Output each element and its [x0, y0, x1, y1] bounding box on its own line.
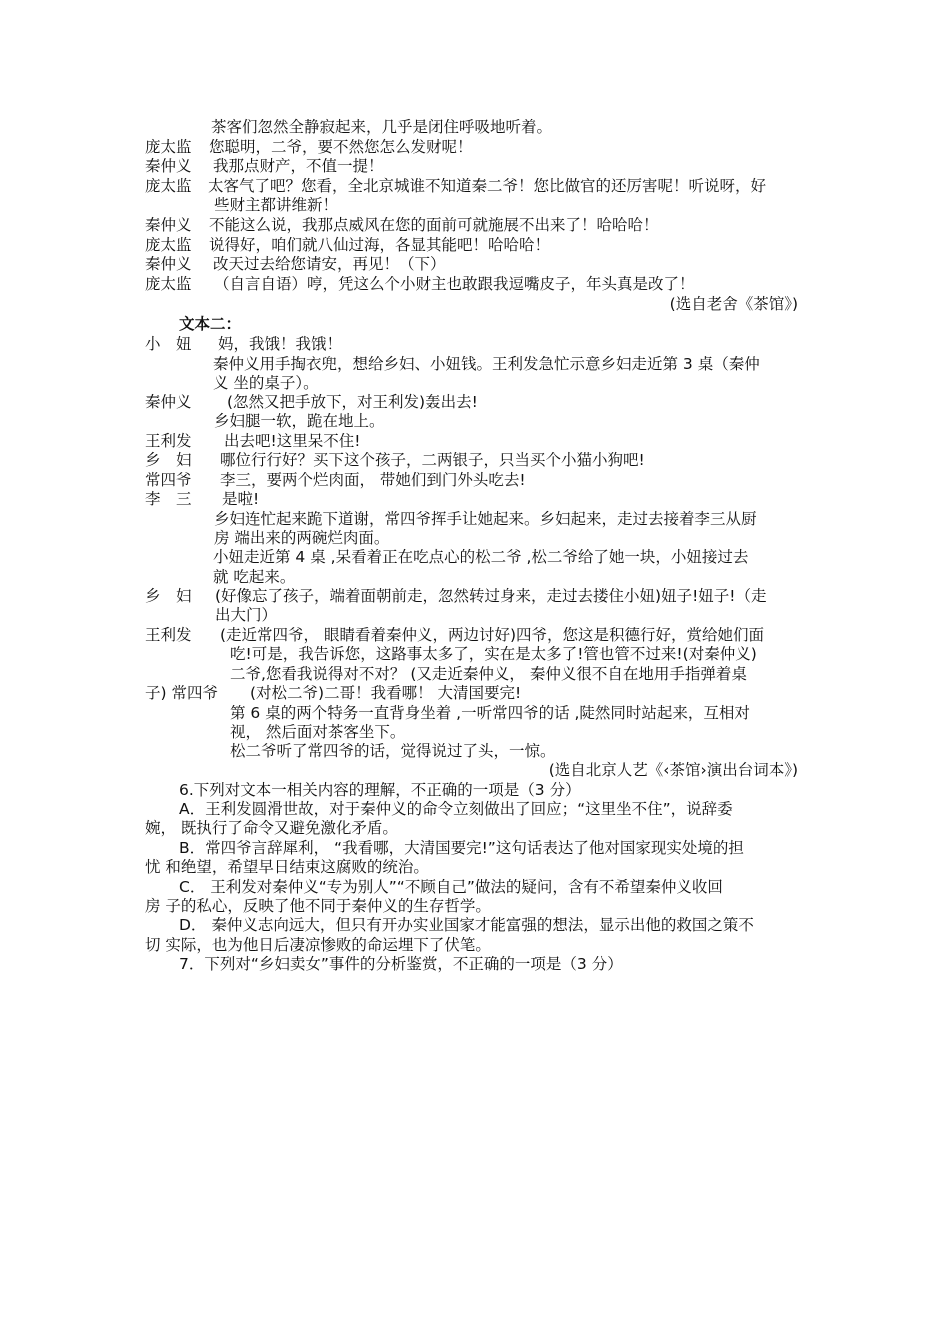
dialogue-line: (走近常四爷， 眼睛看着秦仲义，两边讨好)四爷，您这是积德行好，赏给她们面: [220, 626, 765, 644]
option-b: B．常四爷言辞犀利， “我看哪，大清国要完!”这句话表达了他对国家现实处境的担: [179, 839, 744, 857]
option-d: D． 秦仲义志向远大，但只有开办实业国家才能富强的想法，显示出他的救国之策不: [179, 916, 754, 934]
speaker: 常四爷: [145, 471, 192, 489]
speaker: 秦仲义: [145, 216, 192, 234]
dialogue-line-cont: 二爷,您看我说得对不对？ (又走近秦仲义， 秦仲义很不自在地用手指弹着桌: [230, 665, 747, 683]
speaker: 秦仲义: [145, 393, 192, 411]
dialogue-line-cont: 出大门）: [215, 606, 278, 624]
stage-direction: 乡妇腿一软，跪在地上。: [214, 412, 385, 430]
speaker: 小 妞: [145, 335, 192, 353]
stage-direction: 松二爷听了常四爷的话，觉得说过了头，一惊。: [230, 742, 556, 760]
stage-direction: 茶客们忽然全静寂起来，几乎是闭住呼吸地听着。: [211, 118, 553, 136]
stage-direction: 秦仲义用手掏衣兜，想给乡妇、小妞钱。王利发急忙示意乡妇走近第 3 桌（秦仲: [213, 355, 760, 373]
option-c: C． 王利发对秦仲义“专为别人”“不顾自己”做法的疑问，含有不希望秦仲义收回: [179, 878, 723, 896]
dialogue-line: 太客气了吧？您看，全北京城谁不知道秦二爷！您比做官的还厉害呢！听说呀，好: [208, 177, 767, 195]
source-citation: (选自老舍《茶馆》): [669, 295, 798, 313]
dialogue-line: 哪位行行好？买下这个孩子，二两银子，只当买个小猫小狗吧!: [220, 451, 645, 469]
speaker: 李 三: [145, 490, 192, 508]
speaker: 秦仲义: [145, 157, 192, 175]
dialogue-line: 妈，我饿！我饿！: [218, 335, 343, 353]
option-a-cont: 婉， 既执行了命令又避免激化矛盾。: [145, 819, 398, 837]
stage-direction: 第 6 桌的两个特务一直背身坐着 ,一听常四爷的话 ,陡然同时站起来，互相对: [230, 704, 750, 722]
speaker: 乡 妇: [145, 587, 192, 605]
dialogue-line: 是啦!: [222, 490, 260, 508]
speaker: 庞太监: [145, 177, 192, 195]
speaker: 王利发: [145, 432, 192, 450]
dialogue-line: 说得好，咱们就八仙过海，各显其能吧！哈哈哈！: [209, 236, 551, 254]
dialogue-line: 李三，要两个烂肉面， 带她们到门外头吃去!: [220, 471, 526, 489]
dialogue-line: (好像忘了孩子，端着面朝前走，忽然转过身来，走过去搂住小妞)妞子!妞子!（走: [215, 587, 767, 605]
stage-direction-cont: 房 端出来的两碗烂肉面。: [214, 529, 390, 547]
speaker: 庞太监: [145, 236, 192, 254]
speaker: 庞太监: [145, 138, 192, 156]
stage-direction-cont: 义 坐的桌子）。: [213, 374, 319, 392]
option-c-cont: 房 子的私心，反映了他不同于秦仲义的生存哲学。: [145, 897, 491, 915]
dialogue-line-cont: 些财主都讲维新！: [214, 196, 339, 214]
dialogue-line: 我那点财产，不值一提！: [213, 157, 384, 175]
dialogue-line: (对松二爷)二哥！我看哪！ 大清国要完!: [250, 684, 522, 702]
question-stem: 7．下列对“乡妇卖女”事件的分析鉴赏，不正确的一项是（3 分）: [179, 955, 623, 973]
option-b-cont: 忧 和绝望，希望早日结束这腐败的统治。: [145, 858, 429, 876]
dialogue-line-cont: 吃!可是，我告诉您，这路事太多了，实在是太多了!管也管不过来!(对秦仲义): [230, 645, 757, 663]
speaker: 秦仲义: [145, 255, 192, 273]
stage-direction: 小妞走近第 4 桌 ,呆看着正在吃点心的松二爷 ,松二爷给了她一块，小妞接过去: [213, 548, 749, 566]
speaker: 乡 妇: [145, 451, 192, 469]
section-heading: 文本二：: [179, 315, 242, 333]
dialogue-line: 改天过去给您请安，再见！（下）: [213, 255, 446, 273]
question-stem: 6.下列对文本一相关内容的理解，不正确的一项是（3 分）: [179, 781, 581, 799]
stage-direction-cont: 视， 然后面对茶客坐下。: [230, 723, 406, 741]
dialogue-line: 您聪明，二爷，要不然您怎么发财呢！: [209, 138, 473, 156]
stage-direction-cont: 就 吃起来。: [213, 568, 296, 586]
stage-direction: 乡妇连忙起来跪下道谢，常四爷挥手让她起来。乡妇起来，走过去接着李三从厨: [214, 510, 757, 528]
speaker: 王利发: [145, 626, 192, 644]
option-d-cont: 切 实际，也为他日后凄凉惨败的命运埋下了伏笔。: [145, 936, 491, 954]
dialogue-line: （自言自语）哼，凭这么个小财主也敢跟我逗嘴皮子，年头真是改了！: [214, 275, 695, 293]
source-citation: (选自北京人艺《‹茶馆›演出台词本》): [548, 761, 798, 779]
dialogue-line: (忽然又把手放下，对王利发)轰出去!: [227, 393, 478, 411]
option-a: A．王利发圆滑世故，对于秦仲义的命令立刻做出了回应；“这里坐不住”，说辞委: [179, 800, 733, 818]
dialogue-line: 出去吧!这里呆不住!: [224, 432, 361, 450]
speaker: 庞太监: [145, 275, 192, 293]
dialogue-line: 不能这么说，我那点威风在您的面前可就施展不出来了！哈哈哈！: [209, 216, 659, 234]
dialogue-line-prefix: 子) 常四爷: [145, 684, 218, 702]
